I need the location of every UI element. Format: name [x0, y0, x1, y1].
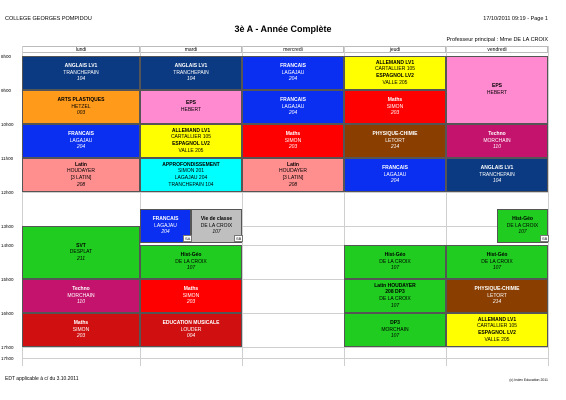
- day-header-lundi: lundi: [22, 46, 140, 53]
- software-credit: (c) Index Education 2011: [509, 378, 548, 382]
- time-label: 9h00: [1, 88, 12, 93]
- principal-teacher: Professeur principal : Mme DE LA CROIX: [446, 37, 548, 43]
- course-cell-physique-chimie[interactable]: PHYSIQUE-CHIMIE LETORT 214: [344, 124, 446, 158]
- time-label: 10h00: [1, 122, 14, 127]
- time-label: 15h00: [1, 277, 14, 282]
- course-cell-anglais[interactable]: ANGLAIS LV1 TRANCHEPAIN 104: [22, 56, 140, 90]
- course-cell-allemand-espagnol[interactable]: ALLEMAND LV1 CARTALLIER 105 ESPAGNOL LV2 VALLE 205: [140, 124, 242, 158]
- group-tag-sa: SA: [185, 236, 191, 241]
- course-cell-eps[interactable]: EPS HEBERT: [446, 56, 548, 124]
- course-cell-allemand-espagnol[interactable]: ALLEMAND LV1 CARTALLIER 105 ESPAGNOL LV2 VALLE 205: [344, 56, 446, 90]
- print-date: 17/10/2011 09:19 - Page 1: [483, 16, 548, 22]
- course-cell-hist-geo[interactable]: Hist-Géo DE LA CROIX 107: [446, 245, 548, 279]
- group-tag-sb: SB: [236, 236, 242, 241]
- course-cell-physique-chimie[interactable]: PHYSIQUE-CHIMIE LETORT 214: [446, 279, 548, 313]
- course-cell-svt[interactable]: SVT DESPLAT 211: [22, 226, 140, 279]
- course-cell-maths[interactable]: Maths SIMON 203: [344, 90, 446, 124]
- course-cell-maths[interactable]: Maths SIMON 203: [140, 279, 242, 313]
- course-cell-maths[interactable]: Maths SIMON 203: [22, 313, 140, 347]
- course-cell-vie-de-classe[interactable]: Vie de classe DE LA CROIX 107: [191, 209, 242, 243]
- validity-note: EDT applicable à c/ du 3.10.2011: [5, 376, 79, 382]
- course-cell-techno[interactable]: Techno MORCHAIN 110: [446, 124, 548, 158]
- school-name: COLLEGE GEORGES POMPIDOU: [5, 16, 92, 22]
- day-header-vendredi: vendredi: [446, 46, 548, 53]
- course-cell-latin[interactable]: Latin HOUDAYER [3 LATIN] 208: [22, 158, 140, 192]
- course-cell-arts-plastiques[interactable]: ARTS PLASTIQUES HETZEL 003: [22, 90, 140, 124]
- course-cell-francais[interactable]: FRANCAIS LAGAJAU 204: [140, 209, 191, 243]
- time-label: 14h00: [1, 243, 14, 248]
- time-label: 8h00: [1, 54, 12, 59]
- time-label: 16h00: [1, 311, 14, 316]
- time-label: 17h00: [1, 356, 14, 361]
- course-cell-approfondissement[interactable]: APPROFONDISSEMENT SIMON 201 LAGAJAU 204 TRANCHEPAIN 104: [140, 158, 242, 192]
- course-cell-dp3[interactable]: DP3 MORCHAIN 107: [344, 313, 446, 347]
- course-cell-francais[interactable]: FRANCAIS LAGAJAU 204: [242, 56, 344, 90]
- course-cell-francais[interactable]: FRANCAIS LAGAJAU 204: [242, 90, 344, 124]
- time-label: 17h00: [1, 345, 14, 350]
- course-cell-eps[interactable]: EPS HEBERT: [140, 90, 242, 124]
- group-tag-sb: SB: [542, 236, 548, 241]
- course-cell-francais[interactable]: FRANCAIS LAGAJAU 204: [22, 124, 140, 158]
- time-label: 13h00: [1, 224, 14, 229]
- timetable-grid: [1, 46, 548, 366]
- day-header-mercredi: mercredi: [242, 46, 344, 53]
- time-label: 11h00: [1, 156, 14, 161]
- course-cell-hist-geo[interactable]: Hist-Géo DE LA CROIX 107: [344, 245, 446, 279]
- course-cell-hist-geo[interactable]: Hist-Géo DE LA CROIX 107: [497, 209, 548, 243]
- course-cell-anglais[interactable]: ANGLAIS LV1 TRANCHEPAIN 104: [140, 56, 242, 90]
- course-cell-latin[interactable]: Latin HOUDAYER [3 LATIN] 208: [242, 158, 344, 192]
- course-cell-latin-dp3[interactable]: Latin HOUDAYER 208 DP3 DE LA CROIX 107: [344, 279, 446, 313]
- course-cell-anglais[interactable]: ANGLAIS LV1 TRANCHEPAIN 104: [446, 158, 548, 192]
- course-cell-hist-geo[interactable]: Hist-Géo DE LA CROIX 107: [140, 245, 242, 279]
- page-title: 3è A - Année Complète: [234, 24, 332, 34]
- day-header-jeudi: jeudi: [344, 46, 446, 53]
- course-cell-techno[interactable]: Techno MORCHAIN 110: [22, 279, 140, 313]
- day-header-mardi: mardi: [140, 46, 242, 53]
- course-cell-maths[interactable]: Maths SIMON 203: [242, 124, 344, 158]
- course-cell-allemand-espagnol[interactable]: ALLEMAND LV1 CARTALLIER 105 ESPAGNOL LV2 VALLE 205: [446, 313, 548, 347]
- time-label: 12h00: [1, 190, 14, 195]
- course-cell-francais[interactable]: FRANCAIS LAGAJAU 204: [344, 158, 446, 192]
- course-cell-education-musicale[interactable]: EDUCATION MUSICALE LOUDER 004: [140, 313, 242, 347]
